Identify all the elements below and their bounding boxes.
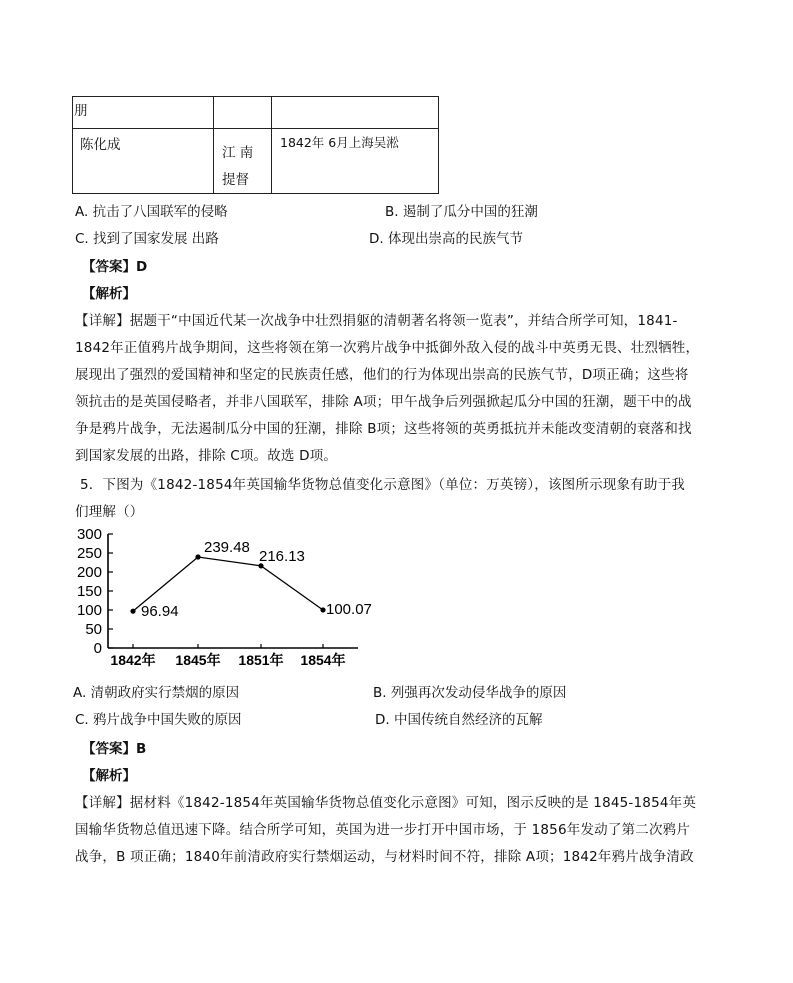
- answer-value: B: [136, 741, 147, 757]
- q5-option-d: D. 中国传统自然经济的瓦解: [375, 712, 543, 728]
- table-cell: 朋: [74, 103, 88, 119]
- q5-answer: [82, 737, 146, 757]
- q5-detail-line: 国输华货物总值迅速下降。结合所学可知，英国为进一步打开中国市场，于 1856年发动了第二次鸦片: [75, 822, 691, 838]
- data-label: 100.07: [326, 600, 372, 618]
- data-label: 239.48: [204, 538, 250, 556]
- line-chart: [68, 528, 388, 674]
- data-point: [320, 607, 325, 612]
- q4-detail-line: 展现出了强烈的爱国精神和坚定的民族责任感，他们的行为体现出崇高的民族气节，D项正确；这些将: [75, 367, 689, 383]
- q5-analysis-label: 【解析】: [82, 768, 136, 784]
- q5-option-b: B. 列强再次发动侵华战争的原因: [373, 685, 567, 701]
- q4-detail-line: 到国家发展的出路，排除 C项。故选 D项。: [75, 448, 338, 464]
- q4-detail-line: 领抗击的是英国侵略者，并非八国联军，排除 A项；甲午战争后列强掀起瓜分中国的狂潮，题干中的战: [75, 394, 692, 410]
- y-tick-label: 0: [93, 640, 102, 657]
- q4-detail-line: 争是鸦片战争，无法遏制瓜分中国的狂潮，排除 B项；这些将领的英勇抵抗并未能改变清朝的衰落和找: [75, 421, 692, 437]
- x-tick-label: 1854年: [300, 652, 346, 668]
- q5-detail-line: 战争，B 项正确；1840年前清政府实行禁烟运动，与材料时间不符，排除 A项；1842年鸦片战争清政: [75, 849, 694, 865]
- q4-option-b: B. 遏制了瓜分中国的狂潮: [385, 204, 538, 220]
- q5-option-c: C. 鸦片战争中国失败的原因: [75, 712, 242, 728]
- y-tick-label: 150: [76, 583, 102, 600]
- table-cell-title: 江 南: [222, 145, 254, 161]
- y-tick-label: 100: [76, 602, 102, 619]
- q5-stem: 们理解（）: [75, 504, 144, 520]
- q4-detail-line: 【详解】据题干“中国近代某一次战争中壮烈捐躯的清朝著名将领一览表”，并结合所学可知，1841-: [75, 313, 678, 329]
- data-point: [195, 554, 200, 559]
- y-tick-label: 300: [76, 528, 102, 543]
- x-tick-label: 1851年: [238, 652, 284, 668]
- q4-answer: [82, 255, 147, 275]
- table-cell-title: 提督: [222, 172, 249, 188]
- y-tick-label: 200: [76, 564, 102, 581]
- q4-option-d: D. 体现出崇高的民族气节: [369, 231, 523, 247]
- q4-detail-line: 1842年正值鸦片战争期间，这些将领在第一次鸦片战争中抵御外敌入侵的战斗中英勇无畏、壮烈牺牲，: [75, 340, 700, 356]
- data-label: 216.13: [259, 547, 305, 565]
- q5-detail-line: 【详解】据材料《1842-1854年英国输华货物总值变化示意图》可知，图示反映的是 1845-1854年英: [75, 795, 697, 811]
- x-tick-label: 1842年: [110, 652, 156, 668]
- table-cell-name: 陈化成: [80, 137, 121, 153]
- table-cell-date: 1842年 6月上海吴淞: [280, 135, 399, 150]
- answer-value: D: [136, 259, 148, 275]
- y-tick-label: 250: [76, 545, 102, 562]
- x-tick-label: 1845年: [175, 652, 221, 668]
- answer-label: 【答案】: [82, 741, 136, 757]
- generals-table: [72, 96, 439, 194]
- data-point: [130, 609, 135, 614]
- q4-option-c: C. 找到了国家发展 出路: [75, 231, 219, 247]
- q4-option-a: A. 抗击了八国联军的侵略: [75, 204, 228, 220]
- answer-label: 【答案】: [82, 259, 136, 275]
- q5-option-a: A. 清朝政府实行禁烟的原因: [73, 685, 240, 701]
- q5-stem: 5．下图为《1842-1854年英国输华货物总值变化示意图》（单位：万英镑），该图所示现象有助于我: [80, 477, 685, 493]
- q4-analysis-label: 【解析】: [82, 286, 136, 302]
- data-label: 96.94: [141, 603, 179, 621]
- y-tick-label: 50: [85, 621, 102, 638]
